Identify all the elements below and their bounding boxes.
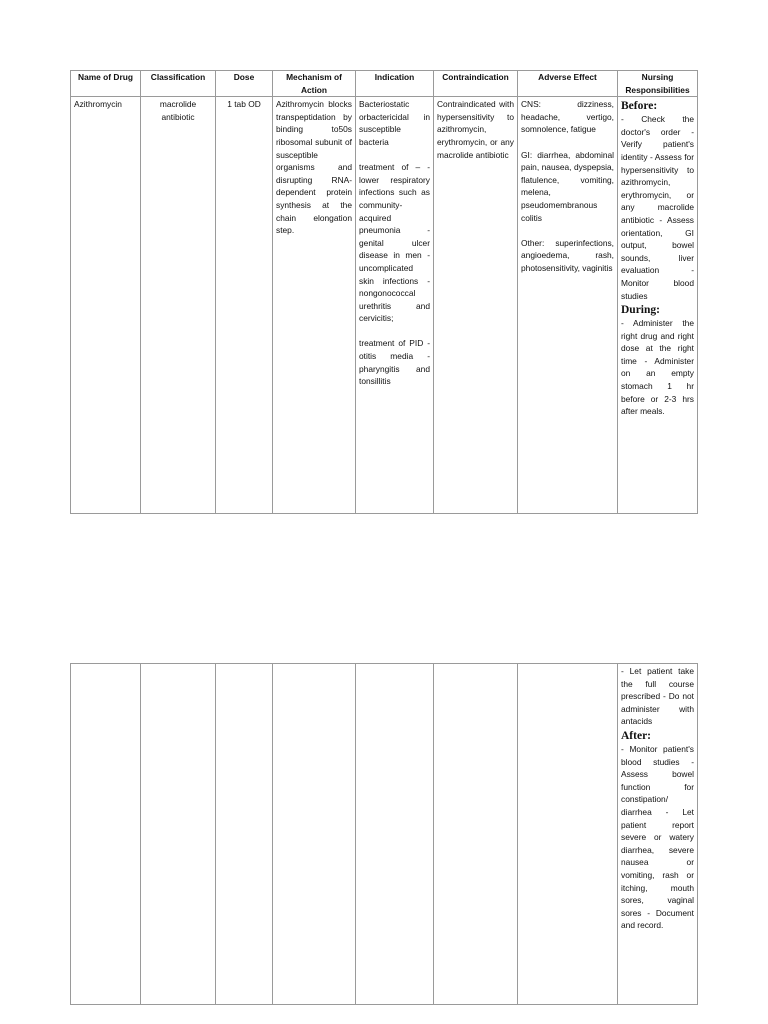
cell-nursing-continued	[618, 664, 698, 1005]
cell-empty	[518, 664, 618, 1005]
cell-empty	[356, 664, 434, 1005]
before-text: - Check the doctor's order - Verify patient's identity - Assess for hypersensitivity to azithromycin, erythromycin, or any macrolide antibiotic - Assess orientation, GI output, bowel sounds, liver evaluation - Monitor blood studies	[621, 114, 694, 301]
before-heading: Before:	[621, 100, 658, 113]
cell-empty	[434, 664, 518, 1005]
table-row	[71, 97, 698, 514]
cell-classification: macrolide antibiotic	[141, 97, 216, 514]
adverse-gi: GI: diarrhea, abdominal pain, nausea, dyspepsia, flatulence, vomiting, melena, pseudomembranous colitis	[521, 149, 614, 223]
adverse-other: Other: superinfections, angioedema, rash, photosensitivity, vaginitis	[521, 237, 614, 273]
header-name-of-drug: Name of Drug	[71, 71, 141, 97]
header-indication: Indication	[356, 71, 434, 97]
during-text: - Administer the right drug and right dose at the right time - Administer on an empty stomach 1 hr before or 2-3 hrs after meals.	[621, 318, 694, 417]
drug-table-page-1	[70, 70, 698, 514]
cell-adverse-effect	[518, 97, 618, 514]
cell-dose: 1 tab OD	[216, 97, 273, 514]
header-dose: Dose	[216, 71, 273, 97]
cell-empty	[71, 664, 141, 1005]
header-classification: Classification	[141, 71, 216, 97]
nursing-continued-text: - Let patient take the full course prescribed - Do not administer with antacids	[621, 666, 694, 727]
cell-empty	[273, 664, 356, 1005]
table-row	[71, 664, 698, 1005]
table-header-row	[71, 71, 698, 97]
cell-nursing-responsibilities	[618, 97, 698, 514]
cell-indication	[356, 97, 434, 514]
cell-contraindication: Contraindicated with hypersensitivity to azithromycin, erythromycin, or any macrolide antibiotic	[434, 97, 518, 514]
cell-empty	[141, 664, 216, 1005]
header-adverse-effect: Adverse Effect	[518, 71, 618, 97]
indication-paragraph-1: Bacteriostatic orbactericidal in susceptible bacteria	[359, 99, 430, 147]
indication-paragraph-3: treatment of PID - otitis media - pharyngitis and tonsillitis	[359, 338, 430, 387]
header-mechanism: Mechanism of Action	[273, 71, 356, 97]
after-heading: After:	[621, 729, 652, 742]
indication-paragraph-2: treatment of – - lower respiratory infections such as community-acquired pneumonia - genital ulcer disease in men - uncomplicated skin infections - nongonococcal urethritis and cervicitis;	[359, 162, 430, 324]
adverse-cns: CNS: dizziness, headache, vertigo, somnolence, fatigue	[521, 99, 614, 135]
cell-name-of-drug: Azithromycin	[71, 97, 141, 514]
header-contraindication: Contraindication	[434, 71, 518, 97]
during-heading: During:	[621, 304, 660, 317]
drug-table-page-2	[70, 663, 698, 1005]
after-text: - Monitor patient's blood studies - Assess bowel function for constipation/ diarrhea - Let patient report severe or watery diarrhea, severe nausea or vomiting, rash or itching, mouth sores, vaginal sores - Document and record.	[621, 743, 694, 931]
cell-mechanism: Azithromycin blocks transpeptidation by binding to50s ribosomal subunit of susceptible organisms and disrupting RNA-dependent protein synthesis at the chain elongation step.	[273, 97, 356, 514]
header-nursing-responsibilities: Nursing Responsibilities	[618, 71, 698, 97]
cell-empty	[216, 664, 273, 1005]
